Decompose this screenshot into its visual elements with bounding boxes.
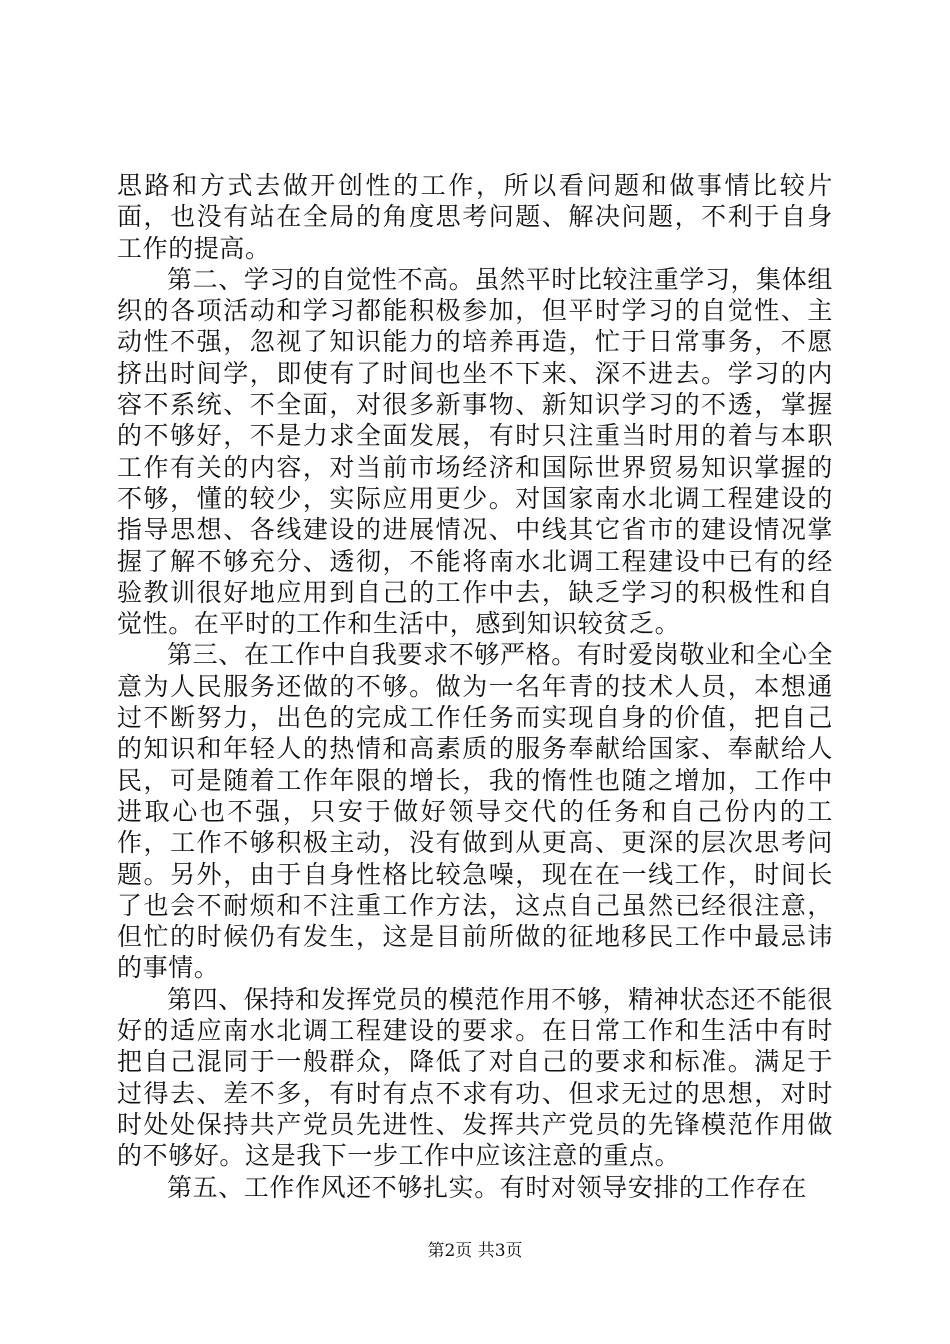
paragraph-3: 第三、在工作中自我要求不够严格。有时爱岗敬业和全心全意为人民服务还做的不够。做为一名年青的技术人员，本想通过不断努力，出色的完成工作任务而实现自身的价值，把自己的知识和年轻人的热情和高素质的服务奉献给国家、奉献给人民，可是随着工作年限的增长，我的惰性也随之增加，工作中进取心也不强，只安于做好领导交代的任务和自己份内的工作，工作不够积极主动，没有做到从更高、更深的层次思考问题。另外，由于自身性格比较急噪，现在在一线工作，时间长了也会不耐烦和不注重工作方法，这点自己虽然已经很注意，但忙的时候仍有发生，这是目前所做的征地移民工作中最忌讳的事情。 [117,640,833,983]
paragraph-4: 第四、保持和发挥党员的模范作用不够，精神状态还不能很好的适应南水北调工程建设的要求。在日常工作和生活中有时把自己混同于一般群众，降低了对自己的要求和标准。满足于过得去、差不多，有时有点不求有功、但求无过的思想，对时时处处保持共产党员先进性、发挥共产党员的先锋模范作用做的不够好。这是我下一步工作中应该注意的重点。 [117,984,833,1171]
paragraph-2: 第二、学习的自觉性不高。虽然平时比较注重学习，集体组织的各项活动和学习都能积极参加，但平时学习的自觉性、主动性不强，忽视了知识能力的培养再造，忙于日常事务，不愿挤出时间学，即使有了时间也坐不下来、深不进去。学习的内容不系统、不全面，对很多新事物、新知识学习的不透，掌握的不够好，不是力求全面发展，有时只注重当时用的着与本职工作有关的内容，对当前市场经济和国际世界贸易知识掌握的不够，懂的较少，实际应用更少。对国家南水北调工程建设的指导思想、各线建设的进展情况、中线其它省市的建设情况掌握了解不够充分、透彻，不能将南水北调工程建设中已有的经验教训很好地应用到自己的工作中去，缺乏学习的积极性和自觉性。在平时的工作和生活中，感到知识较贫乏。 [117,264,833,639]
paragraph-1: 思路和方式去做开创性的工作，所以看问题和做事情比较片面，也没有站在全局的角度思考问题、解决问题，不利于自身工作的提高。 [117,171,833,263]
document-body [117,170,833,1203]
paragraph-5: 第五、工作作风还不够扎实。有时对领导安排的工作存在 [167,1172,808,1202]
page-footer: 第2页 共3页 [427,1241,523,1261]
